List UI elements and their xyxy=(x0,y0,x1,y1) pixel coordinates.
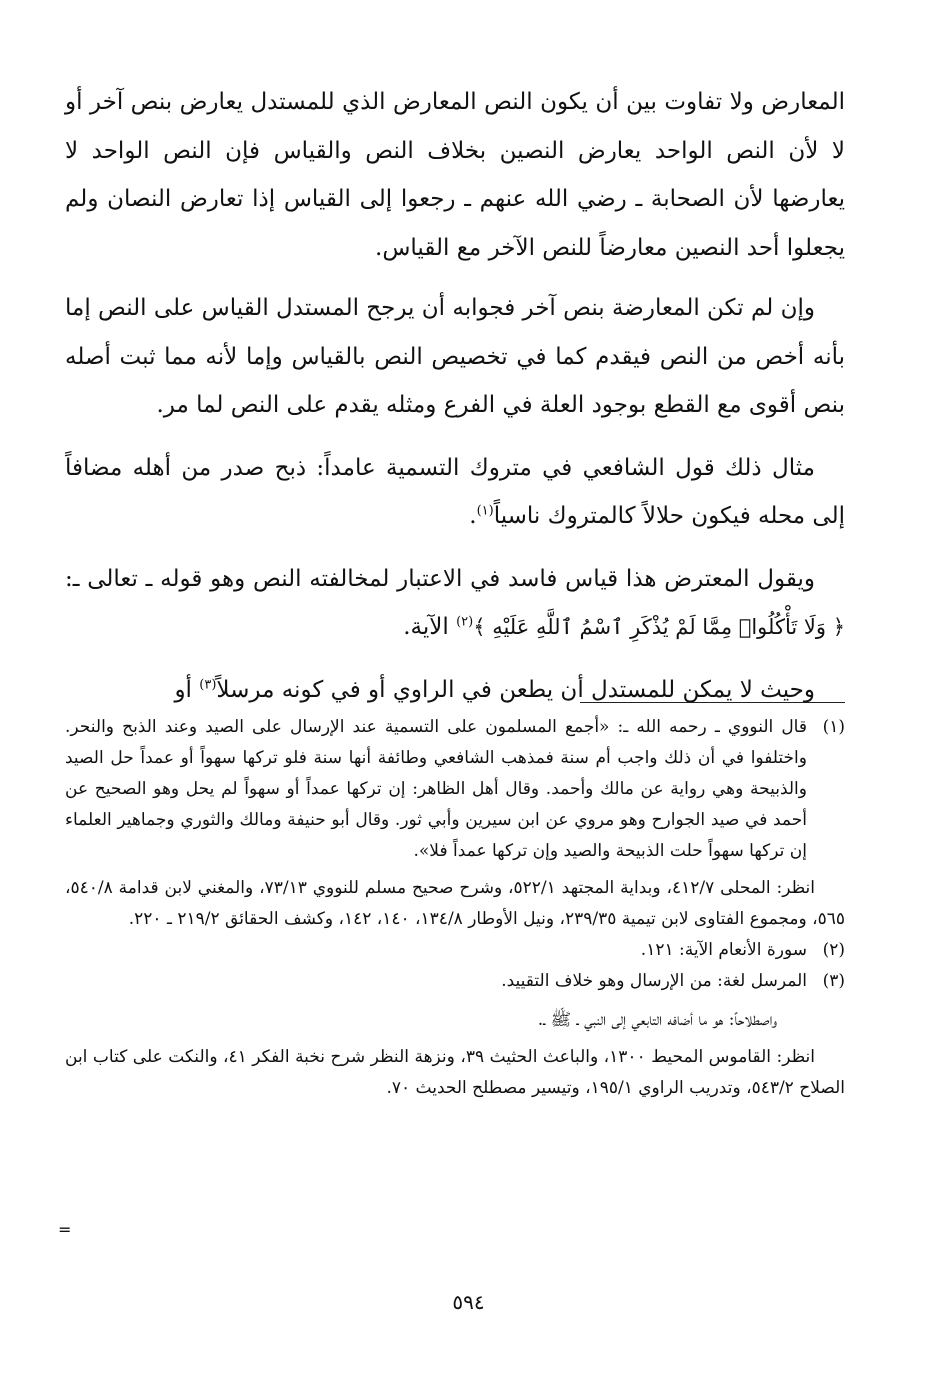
footnote-3-number: (٣) xyxy=(822,971,845,991)
paragraph-3-end: . xyxy=(469,503,477,529)
paragraph-3 xyxy=(65,444,845,541)
footnote-ref-2[interactable]: (٢) xyxy=(456,614,474,630)
paragraph-5-text: وحيث لا يمكن للمستدل أن يطعن في الراوي أو في كونه مرسلاً xyxy=(216,676,815,703)
paragraph-4-text: ويقول المعترض هذا قياس فاسد في الاعتبار لمخالفته النص وهو قوله ـ تعالى ـ: xyxy=(65,565,815,592)
paragraph-5-end: أو xyxy=(174,676,200,703)
paragraph-2-text: وإن لم تكن المعارضة بنص آخر فجوابه أن يرجح المستدل القياس على النص إما بأنه أخص من النص فيقدم كما في تخصيص النص بالقياس وإما لأنه مما ثبت أصله بنص أقوى مع القطع بوجود العلة في الفرع ومثله يقدم على النص لما مر. xyxy=(65,295,845,418)
paragraph-2 xyxy=(65,284,845,430)
footnotes xyxy=(65,712,845,1104)
footnote-3 xyxy=(65,966,845,997)
quran-verse: ﴿ وَلَا تَأْكُلُوا۟ مِمَّا لَمْ يُذْكَرِ ٱسْمُ ٱللَّهِ عَلَيْهِ ﴾ xyxy=(473,615,845,639)
main-text xyxy=(65,78,845,728)
footnote-1-text: قال النووي ـ رحمه الله ـ: «أجمع المسلمون على التسمية عند الإرسال على الصيد وعند الذبح والنحر. واختلفوا في أن ذلك واجب أم سنة فمذهب الشافعي وطائفة أنها سنة فلو تركها سهواً أو عمداً حل الصيد والذبيحة وهي رواية عن مالك وأحمد. وقال أهل الظاهر: إن تركها عمداً أو سهواً لم يحل وهو الصحيح عن أحمد في صيد الجوارح وهو مروي عن ابن سيرين وأبي ثور. وقال أبو حنيفة ومالك والثوري وجماهير العلماء إن تركها سهواً حلت الذبيحة والصيد وإن تركها عمداً فلا». xyxy=(65,717,807,861)
footnote-1-number: (١) xyxy=(822,717,845,737)
paragraph-5 xyxy=(65,666,845,715)
footnote-2-number: (٢) xyxy=(822,940,845,960)
page-number: ٥٩٤ xyxy=(452,1290,485,1314)
footnote-3-definition: واصطلاحاً: هو ما أضافه التابعي إلى النبي ـ ﷺ ـ. xyxy=(537,1010,777,1030)
footnote-2 xyxy=(65,935,845,966)
footnote-ref-3[interactable]: (٣) xyxy=(199,676,217,692)
paragraph-4-end: الآية. xyxy=(403,614,457,640)
footnote-1-references: انظر: المحلى ٤١٢/٧، وبداية المجتهد ٥٢٢/١، وشرح صحيح مسلم للنووي ٧٣/١٣، والمغني لابن قدامة ٥٤٠/٨، ٥٦٥، ومجموع الفتاوى لابن تيمية ٢٣٩/٣٥، ونيل الأوطار ١٣٤/٨، ١٤٠، ١٤٢، وكشف الحقائق ٢١٩/٢ ـ ٢٢٠. xyxy=(65,878,845,929)
footnote-3-text: المرسل لغة: من الإرسال وهو خلاف التقييد. xyxy=(501,971,807,991)
footnote-1 xyxy=(65,712,845,867)
paragraph-1-text: المعارض ولا تفاوت بين أن يكون النص المعارض الذي للمستدل يعارض بنص آخر أو لا لأن النص الواحد يعارض النصين بخلاف النص والقياس فإن النص الواحد لا يعارضها لأن الصحابة ـ رضي الله عنهم ـ رجعوا إلى القياس إذا تعارض النصان ولم يجعلوا أحد النصين معارضاً للنص الآخر مع القياس. xyxy=(65,89,845,261)
footnote-ref-1[interactable]: (١) xyxy=(476,503,494,519)
paragraph-3-text: مثال ذلك قول الشافعي في متروك التسمية عامداً: ذبح صدر من أهله مضافاً إلى محله فيكون حلالاً كالمتروك ناسياً xyxy=(65,454,845,529)
paragraph-4 xyxy=(65,555,845,652)
footnote-2-text: سورة الأنعام الآية: ١٢١. xyxy=(640,940,807,960)
footnote-separator xyxy=(580,702,845,703)
paragraph-1 xyxy=(65,78,845,272)
footnote-3-references: انظر: القاموس المحيط ١٣٠٠، والباعث الحثيث ٣٩، ونزهة النظر شرح نخبة الفكر ٤١، والنكت على كتاب ابن الصلاح ٥٤٣/٢، وتدريب الراوي ١٩٥/١، وتيسير مصطلح الحديث ٧٠. xyxy=(65,1047,845,1098)
continuation-mark: = xyxy=(58,1220,72,1239)
